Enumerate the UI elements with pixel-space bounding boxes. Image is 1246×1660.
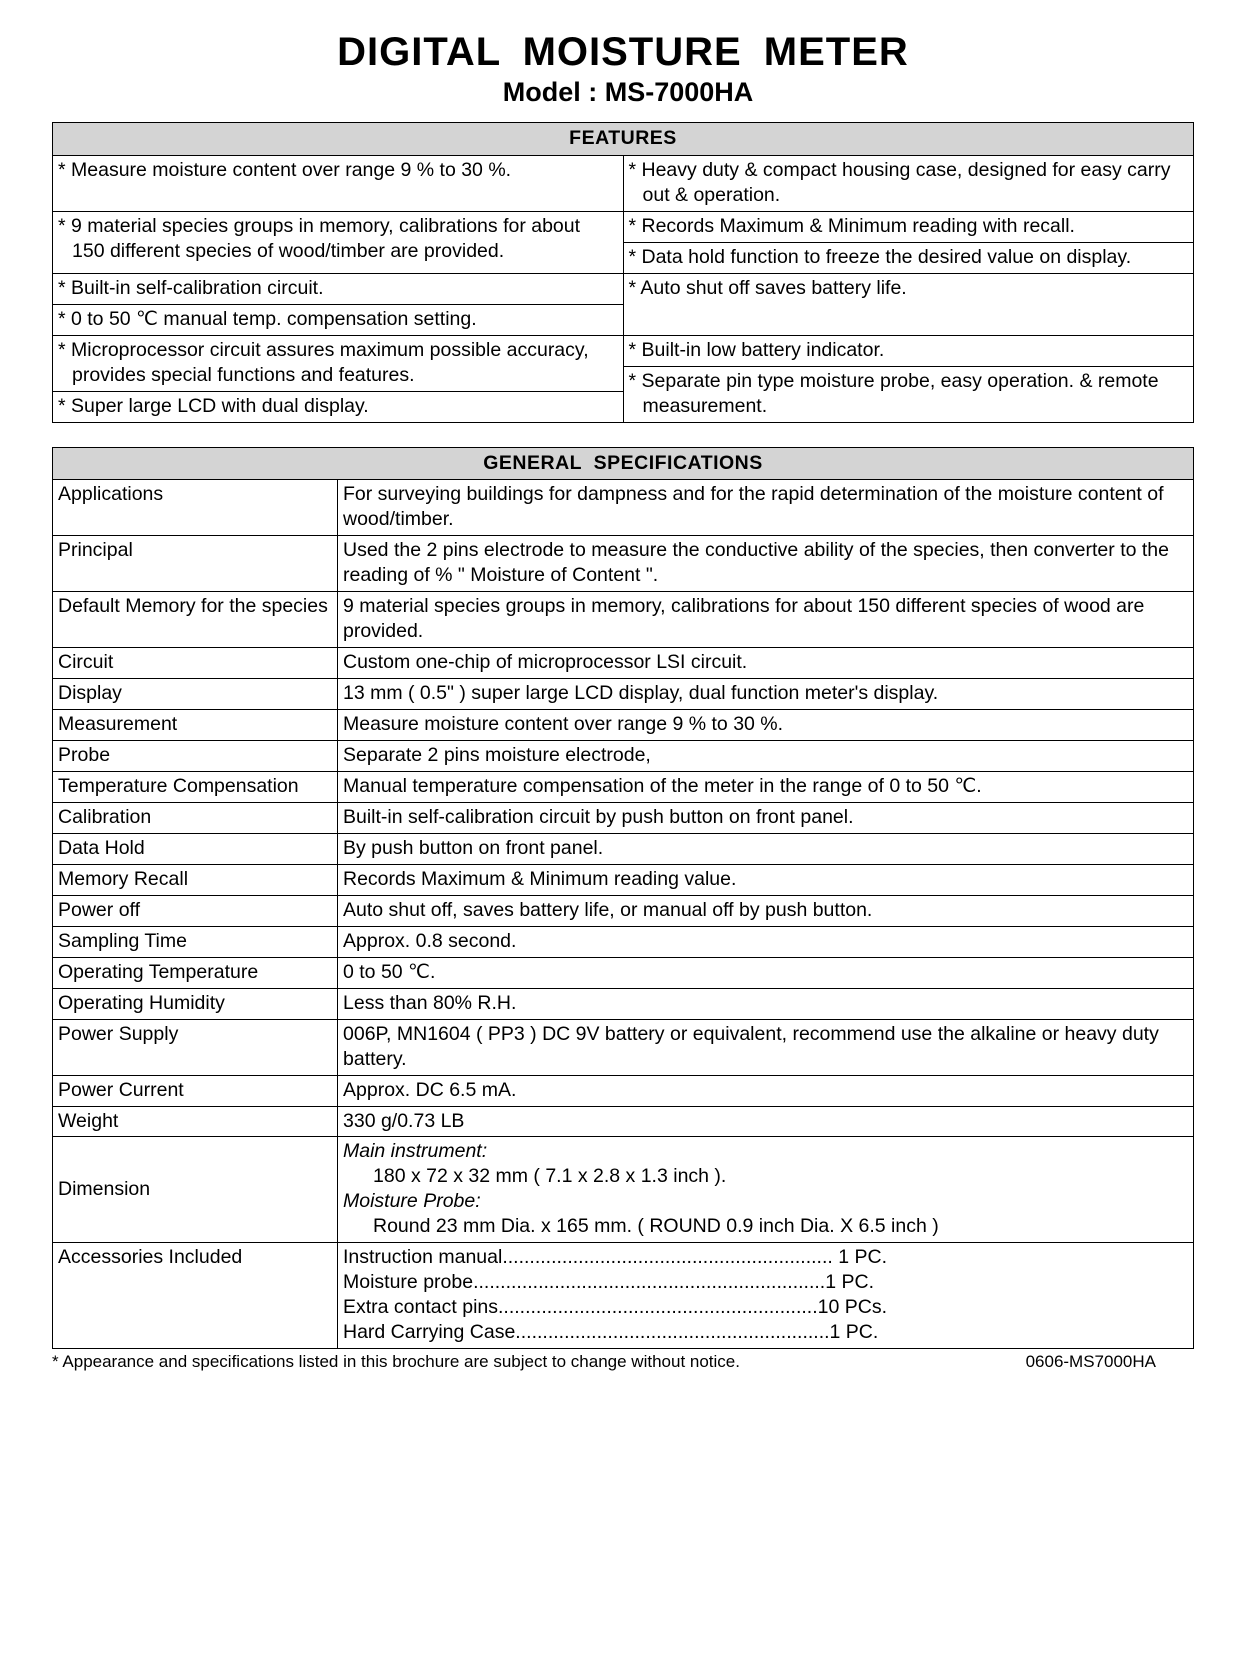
feature-item: * 0 to 50 ℃ manual temp. compensation setting. xyxy=(58,307,477,330)
table-row xyxy=(53,648,1194,679)
table-row xyxy=(53,1243,1194,1349)
feature-item: * Data hold function to freeze the desired value on display. xyxy=(628,245,1132,268)
page-title: DIGITAL MOISTURE METER xyxy=(337,30,909,74)
spec-label: Display xyxy=(53,679,338,710)
spec-label: Operating Temperature xyxy=(53,957,338,988)
features-right-cell xyxy=(623,242,1194,273)
table-row xyxy=(53,1106,1194,1137)
accessory-item: Hard Carrying Case..........................................................1 PC. xyxy=(343,1321,879,1344)
spec-value: 9 material species groups in memory, calibrations for about 150 different species of wood are provided. xyxy=(338,592,1194,648)
features-right-cell xyxy=(623,273,1194,335)
table-row xyxy=(53,772,1194,803)
features-right-cell xyxy=(623,335,1194,366)
spec-label: Accessories Included xyxy=(53,1243,338,1349)
features-left-cell xyxy=(53,155,624,211)
feature-item: * Microprocessor circuit assures maximum possible accuracy, provides special functions and features. xyxy=(58,338,589,386)
features-right-cell xyxy=(623,155,1194,211)
feature-item: * 9 material species groups in memory, calibrations for about 150 different species of wood/timber are provided. xyxy=(58,214,581,262)
feature-item: * Super large LCD with dual display. xyxy=(58,394,369,417)
spec-label: Calibration xyxy=(53,802,338,833)
table-row xyxy=(53,480,1194,536)
table-row xyxy=(53,273,1194,304)
spec-label: Data Hold xyxy=(53,833,338,864)
feature-item: * Records Maximum & Minimum reading with recall. xyxy=(628,214,1075,237)
spec-label: Measurement xyxy=(53,710,338,741)
spec-label: Power off xyxy=(53,895,338,926)
features-left-cell xyxy=(53,273,624,304)
spec-value: 13 mm ( 0.5" ) super large LCD display, dual function meter's display. xyxy=(338,679,1194,710)
table-row xyxy=(53,155,1194,211)
spec-value: Approx. 0.8 second. xyxy=(338,926,1194,957)
spec-value: Used the 2 pins electrode to measure the conductive ability of the species, then converter to the reading of % " Moisture of Content ". xyxy=(338,536,1194,592)
table-row xyxy=(53,957,1194,988)
table-row xyxy=(53,536,1194,592)
footer-note: * Appearance and specifications listed in this brochure are subject to change without notice. xyxy=(52,1352,740,1372)
features-left-cell xyxy=(53,335,624,391)
accessory-item: Moisture probe.................................................................1 PC. xyxy=(343,1271,874,1294)
table-row xyxy=(53,741,1194,772)
table-row xyxy=(53,1019,1194,1075)
feature-item: * Measure moisture content over range 9 % to 30 %. xyxy=(58,158,512,181)
spec-label: Probe xyxy=(53,741,338,772)
feature-item: * Auto shut off saves battery life. xyxy=(628,276,907,299)
general-specifications-table xyxy=(52,447,1194,1350)
specs-heading: GENERAL SPECIFICATIONS xyxy=(53,447,1194,480)
table-row xyxy=(53,802,1194,833)
spec-label: Memory Recall xyxy=(53,864,338,895)
table-row xyxy=(53,1075,1194,1106)
section-divider xyxy=(52,423,1194,447)
table-row xyxy=(53,679,1194,710)
features-table xyxy=(52,122,1194,423)
spec-label: Default Memory for the species xyxy=(53,592,338,648)
spec-value: 330 g/0.73 LB xyxy=(338,1106,1194,1137)
spec-value xyxy=(338,1243,1194,1349)
feature-item: * Heavy duty & compact housing case, designed for easy carry out & operation. xyxy=(628,158,1171,206)
dimension-main-value: 180 x 72 x 32 mm ( 7.1 x 2.8 x 1.3 inch ). xyxy=(373,1165,727,1188)
table-row xyxy=(53,988,1194,1019)
accessory-item: Extra contact pins...........................................................10 PCs. xyxy=(343,1296,888,1319)
feature-item: * Built-in self-calibration circuit. xyxy=(58,276,324,299)
feature-item: * Built-in low battery indicator. xyxy=(628,338,885,361)
spec-label: Sampling Time xyxy=(53,926,338,957)
spec-label: Temperature Compensation xyxy=(53,772,338,803)
spec-value: Custom one-chip of microprocessor LSI circuit. xyxy=(338,648,1194,679)
table-row xyxy=(53,710,1194,741)
spec-label: Weight xyxy=(53,1106,338,1137)
accessory-item: Instruction manual............................................................. 1 PC. xyxy=(343,1246,888,1269)
table-row xyxy=(53,447,1194,480)
table-row xyxy=(53,833,1194,864)
features-right-cell xyxy=(623,366,1194,422)
table-row xyxy=(53,592,1194,648)
spec-label: Operating Humidity xyxy=(53,988,338,1019)
spec-label: Dimension xyxy=(53,1137,338,1243)
spec-value xyxy=(338,1137,1194,1243)
table-row xyxy=(53,1137,1194,1243)
feature-item: * Separate pin type moisture probe, easy operation. & remote measurement. xyxy=(628,369,1159,417)
spec-value: By push button on front panel. xyxy=(338,833,1194,864)
footer-code: 0606-MS7000HA xyxy=(1025,1352,1156,1372)
model-subtitle: Model : MS-7000HA xyxy=(502,77,754,107)
spec-label: Principal xyxy=(53,536,338,592)
spec-label: Power Current xyxy=(53,1075,338,1106)
spec-value: Approx. DC 6.5 mA. xyxy=(338,1075,1194,1106)
spec-value: Less than 80% R.H. xyxy=(338,988,1194,1019)
footer xyxy=(52,1352,1194,1372)
table-row xyxy=(53,895,1194,926)
spec-value: Measure moisture content over range 9 % to 30 %. xyxy=(338,710,1194,741)
spec-value: Built-in self-calibration circuit by push button on front panel. xyxy=(338,802,1194,833)
table-row xyxy=(53,926,1194,957)
spec-value: Auto shut off, saves battery life, or manual off by push button. xyxy=(338,895,1194,926)
table-row xyxy=(53,864,1194,895)
table-row xyxy=(53,335,1194,366)
table-row xyxy=(53,123,1194,156)
dimension-probe-label: Moisture Probe: xyxy=(343,1190,481,1213)
features-left-cell xyxy=(53,304,624,335)
features-left-cell xyxy=(53,391,624,422)
spec-label: Applications xyxy=(53,480,338,536)
dimension-main-label: Main instrument: xyxy=(343,1140,488,1163)
spec-label: Power Supply xyxy=(53,1019,338,1075)
spec-value: Manual temperature compensation of the meter in the range of 0 to 50 ℃. xyxy=(338,772,1194,803)
dimension-probe-value: Round 23 mm Dia. x 165 mm. ( ROUND 0.9 inch Dia. X 6.5 inch ) xyxy=(373,1215,939,1238)
spec-value: 006P, MN1604 ( PP3 ) DC 9V battery or equivalent, recommend use the alkaline or heavy duty battery. xyxy=(338,1019,1194,1075)
table-row xyxy=(53,211,1194,242)
spec-value: 0 to 50 ℃. xyxy=(338,957,1194,988)
features-left-cell xyxy=(53,211,624,273)
spec-label: Circuit xyxy=(53,648,338,679)
spec-value: Records Maximum & Minimum reading value. xyxy=(338,864,1194,895)
features-heading: FEATURES xyxy=(53,123,1194,156)
features-right-cell xyxy=(623,211,1194,242)
spec-value: Separate 2 pins moisture electrode, xyxy=(338,741,1194,772)
spec-value: For surveying buildings for dampness and for the rapid determination of the moisture content of wood/timber. xyxy=(338,480,1194,536)
